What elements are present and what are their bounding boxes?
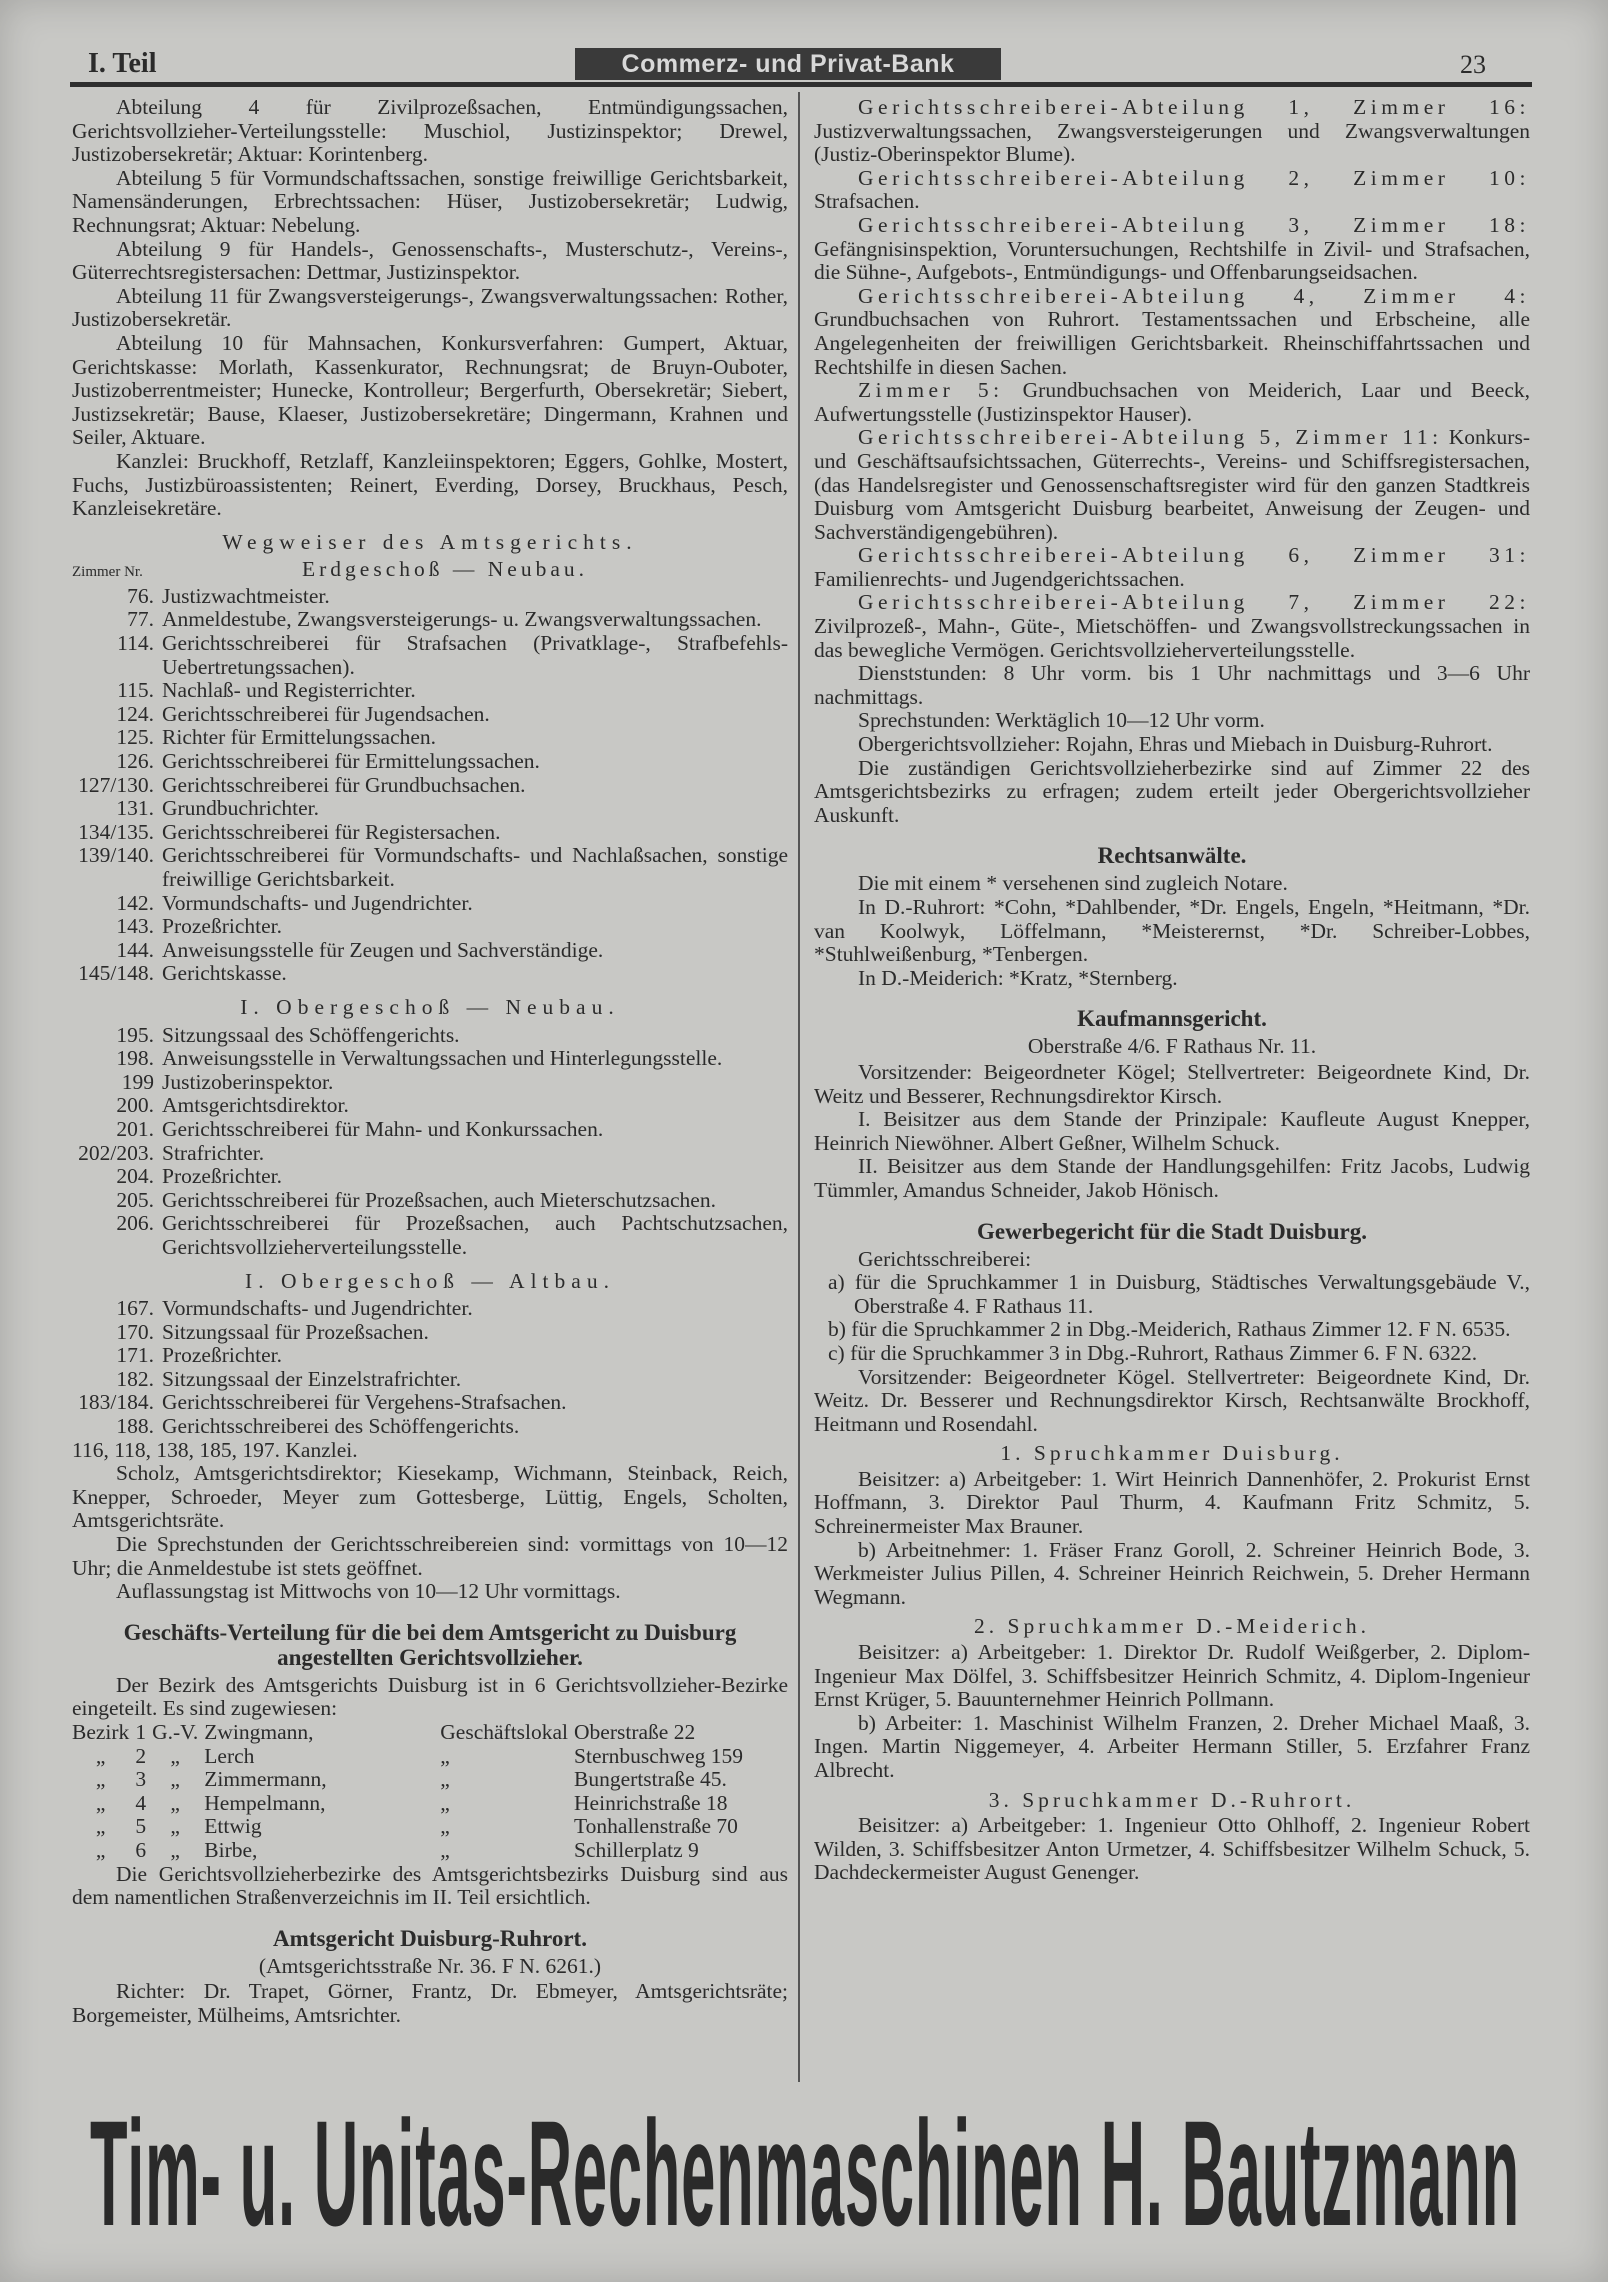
subsection-heading: 2. Spruchkammer D.-Meiderich. xyxy=(973,1614,1370,1639)
room-entry xyxy=(72,1297,788,1321)
table-cell: Lerch xyxy=(204,1743,255,1768)
section-heading: Geschäfts-Verteilung für die bei dem Amtsgericht zu Duisburg angestellten Gerichtsvollzieher. xyxy=(123,1619,737,1670)
table-cell: „ xyxy=(170,1814,180,1839)
room-number: 124. xyxy=(116,701,154,726)
paragraph xyxy=(814,214,1530,285)
paragraph-body: Strafsachen. xyxy=(814,189,920,214)
room-entry xyxy=(72,1071,788,1095)
table-cell: „ xyxy=(440,1743,450,1768)
paragraph-lead: Gerichtsschreiberei-Abteilung 5, Zimmer 11: xyxy=(858,425,1443,450)
table-cell: „ xyxy=(95,1743,106,1768)
room-number: 204. xyxy=(116,1164,154,1189)
room-description: Sitzungssaal des Schöffengerichts. xyxy=(162,1022,460,1047)
section-heading: I. Obergeschoß — Altbau. xyxy=(245,1268,615,1293)
room-number: 145/148. xyxy=(78,961,154,986)
paragraph-body: Familienrechts- und Jugendgerichtssachen. xyxy=(814,566,1185,591)
paragraph: b) für die Spruchkammer 2 in Dbg.-Meiderich, Rathaus Zimmer 12. F N. 6535. xyxy=(828,1317,1511,1342)
room-description: Prozeßrichter. xyxy=(162,1164,282,1189)
room-number: 195. xyxy=(116,1022,154,1047)
room-number: 139/140. xyxy=(78,843,154,868)
room-description: Vormundschafts- und Jugendrichter. xyxy=(162,1296,473,1321)
room-entry xyxy=(72,1024,788,1048)
paragraph xyxy=(814,591,1530,662)
table-cell: „ xyxy=(440,1837,450,1862)
paragraph: 116, 118, 138, 185, 197. Kanzlei. xyxy=(72,1437,358,1462)
room-description: Sitzungssaal der Einzelstrafrichter. xyxy=(162,1366,462,1391)
paragraph-body: Konkurs- und Geschäftsaufsichtssachen, Güterrechts-, Vereins- und Schiffsregistersachen, (das Handelsregister und Genossenschaftsregister wird für den ganzen Stadtkreis Duisburg vom Amtsgericht Duisburg bearbeitet, Anweisung der Zeugen- und Sachverständigengebühren). xyxy=(814,425,1530,544)
room-number: 202/203. xyxy=(78,1140,154,1165)
room-entry xyxy=(72,1415,788,1439)
table-cell: 4 xyxy=(135,1790,147,1815)
paragraph: Die zuständigen Gerichtsvollzieherbezirke sind auf Zimmer 22 des Amtsgerichtsbezirks zu erfragen; zudem erteilt jeder Obergerichtsvollzieher Auskunft. xyxy=(814,755,1530,827)
table-cell: „ xyxy=(170,1767,180,1792)
room-entry xyxy=(72,939,788,963)
room-number: 134/135. xyxy=(78,819,154,844)
room-entry xyxy=(72,1321,788,1345)
paragraph: Die Sprechstunden der Gerichtsschreibereien sind: vormittags von 10—12 Uhr; die Anmeldestube ist stets geöffnet. xyxy=(72,1532,788,1580)
table-cell: Schillerplatz 9 xyxy=(574,1837,699,1862)
section-heading: Amtsgericht Duisburg-Ruhrort. xyxy=(273,1925,587,1951)
paragraph: Abteilung 5 für Vormundschaftssachen, sonstige freiwillige Gerichtsbarkeit, Namensänderungen, Erbrechtssachen: Hüser, Justizobersekretär; Ludwig, Rechnungsrat; Aktuar: Nebelung. xyxy=(72,165,788,237)
room-description: Justizoberinspektor. xyxy=(162,1069,334,1094)
room-description: Grundbuchrichter. xyxy=(162,796,320,821)
paragraph: Beisitzer: a) Arbeitgeber: 1. Direktor Dr. Rudolf Weißgerber, 2. Diplom-Ingenieur Max Dölfel, 3. Schiffsbesitzer Heinrich Schmitz, 4. Diplom-Ingenieur Ernst Krüger, 5. Bauunternehmer Heinrich Pollmann. xyxy=(814,1640,1530,1712)
room-description: Strafrichter. xyxy=(162,1140,265,1165)
room-description: Anweisungsstelle für Zeugen und Sachverständige. xyxy=(162,937,604,962)
table-cell: „ xyxy=(440,1767,450,1792)
room-entry xyxy=(72,821,788,845)
room-number: 76. xyxy=(127,583,154,608)
paragraph: Abteilung 11 für Zwangsversteigerungs-, Zwangsverwaltungssachen: Rother, Justizobersekretär. xyxy=(72,283,788,332)
room-description: Vormundschafts- und Jugendrichter. xyxy=(162,890,473,915)
room-number: 142. xyxy=(116,890,154,915)
paragraph: Beisitzer: a) Arbeitgeber: 1. Ingenieur Otto Ohlhoff, 2. Ingenieur Robert Wilden, 3. Schiffsbesitzer Anton Urmetzer, 4. Schiffsbesitzer Wilhelm Schuck, 5. Dachdeckermeister August Genenger. xyxy=(814,1813,1530,1885)
table-cell: Geschäftslokal xyxy=(440,1720,569,1744)
table-cell: Heinrichstraße 18 xyxy=(574,1790,728,1815)
paragraph xyxy=(814,167,1530,214)
paragraph: Scholz, Amtsgerichtsdirektor; Kiesekamp, Wichmann, Steinback, Reich, Knepper, Schroeder, Meyer zum Gottesberge, Lüttig, Engels, Scholten, Amtsgerichtsräte. xyxy=(72,1461,788,1533)
room-description: Gerichtsschreiberei für Prozeßsachen, auch Mieterschutzsachen. xyxy=(162,1187,716,1212)
paragraph: II. Beisitzer aus dem Stande der Handlungsgehilfen: Fritz Jacobs, Ludwig Tümmler, Amandus Schneider, Jakob Hönisch. xyxy=(814,1154,1530,1202)
table-cell: Zimmermann, xyxy=(204,1767,327,1792)
room-description: Prozeßrichter. xyxy=(162,914,282,939)
room-entry xyxy=(72,962,788,986)
section-heading: Gewerbegericht für die Stadt Duisburg. xyxy=(977,1218,1367,1244)
paragraph: Beisitzer: a) Arbeitgeber: 1. Wirt Heinrich Dannenhöfer, 2. Prokurist Ernst Hoffmann, 3. Direktor Paul Thurm, 4. Kaufmann Fritz Schmitz, 5. Schreinermeister Max Brauner. xyxy=(814,1466,1530,1539)
room-number: 125. xyxy=(116,725,154,750)
room-description: Gerichtsschreiberei für Prozeßsachen, auch Pachtschutzsachen, Gerichtsvollzieherverteilungsstelle. xyxy=(162,1211,788,1259)
paragraph: Abteilung 4 für Zivilprozeßsachen, Entmündigungssachen, Gerichtsvollzieher-Verteilungsstelle: Muschiol, Justizinspektor; Drewel, Justizobersekretär; Aktuar: Korintenberg. xyxy=(72,95,788,167)
room-entry xyxy=(72,844,788,891)
paragraph-body: Grundbuchsachen von Ruhrort. Testamentssachen und Erbscheine, alle Angelegenheiten der freiwilligen Gerichtsbarkeit. Rheinschiffahrtssachen und Rechtshilfe in diesen Sachen. xyxy=(814,307,1530,379)
paragraph: Vorsitzender: Beigeordneter Kögel. Stellvertreter: Beigeordnete Kind, Dr. Weitz. Dr. Besserer und Rechnungsdirektor Kirsch, Rechtsanwälte Brockhoff, Heitmann und Rosendahl. xyxy=(814,1364,1530,1436)
right-column xyxy=(814,96,1530,1885)
table-cell: Bezirk xyxy=(72,1720,130,1744)
room-description: Gerichtsschreiberei für Mahn- und Konkurssachen. xyxy=(162,1116,604,1141)
paragraph-lead: Gerichtsschreiberei-Abteilung 1, Zimmer 16: xyxy=(858,95,1530,119)
room-description: Prozeßrichter. xyxy=(162,1343,282,1368)
section-heading: Rechtsanwälte. xyxy=(1097,843,1247,869)
room-number: 115. xyxy=(117,678,154,703)
room-number: 114. xyxy=(117,631,154,656)
paragraph: b) Arbeitnehmer: 1. Fräser Franz Goroll, 2. Schreiner Heinrich Bode, 3. Werkmeister Julius Pillen, 4. Schreiner Heinrich Reichwein, 5. Dreher Hermann Wegmann. xyxy=(814,1537,1530,1609)
room-description: Anweisungsstelle in Verwaltungssachen und Hinterlegungsstelle. xyxy=(162,1046,723,1071)
paragraph: Vorsitzender: Beigeordneter Kögel; Stellvertreter: Beigeordnete Kind, Dr. Weitz und Besserer, Rechnungsdirektor Kirsch. xyxy=(814,1059,1530,1108)
table-cell: Tonhallenstraße 70 xyxy=(574,1814,738,1839)
table-cell: Oberstraße 22 xyxy=(574,1720,696,1744)
paragraph-lead: Gerichtsschreiberei-Abteilung 3, Zimmer 18: xyxy=(858,212,1530,237)
room-description: Gerichtsschreiberei für Grundbuchsachen. xyxy=(162,772,526,797)
room-number: 143. xyxy=(116,914,154,939)
table-cell: „ xyxy=(440,1790,450,1815)
room-number: 167. xyxy=(116,1296,154,1321)
room-entry xyxy=(72,1391,788,1415)
paragraph: b) Arbeiter: 1. Maschinist Wilhelm Franzen, 2. Dreher Michael Maaß, 3. Ingen. Martin Niggemeyer, 4. Arbeiter Hermann Stiller, 5. Erzfahrer Franz Albrecht. xyxy=(814,1710,1530,1782)
table-cell: 6 xyxy=(135,1837,147,1862)
room-description: Gerichtsschreiberei für Strafsachen (Privatklage-, Strafbefehls-Uebertretungssachen). xyxy=(162,631,788,679)
table-cell: Hempelmann, xyxy=(204,1790,326,1815)
room-entry xyxy=(72,1189,788,1213)
room-number: 77. xyxy=(127,607,154,632)
advertisement-text: Tim- u. Unitas-Rechenmaschinen H. Bautzmann xyxy=(90,2089,1520,2257)
paragraph-lead: Gerichtsschreiberei-Abteilung 7, Zimmer 22: xyxy=(858,590,1530,615)
table-cell: Ettwig xyxy=(204,1814,262,1839)
table-cell: Birbe, xyxy=(204,1837,258,1862)
table-cell: „ xyxy=(95,1837,106,1862)
room-entry xyxy=(72,797,788,821)
left-column xyxy=(72,96,788,2028)
subsection-heading: 1. Spruchkammer Duisburg. xyxy=(1000,1441,1344,1466)
paragraph: Obergerichtsvollzieher: Rojahn, Ehras und Miebach in Duisburg-Ruhrort. xyxy=(858,732,1493,757)
room-number: 126. xyxy=(116,749,154,774)
table-cell: „ xyxy=(440,1814,450,1839)
room-description: Gerichtsschreiberei des Schöffengerichts. xyxy=(162,1414,520,1439)
table-cell: Zwingmann, xyxy=(204,1720,314,1744)
table-cell: Sternbuschweg 159 xyxy=(574,1743,744,1768)
table-cell: „ xyxy=(95,1767,106,1792)
paragraph: Richter: Dr. Trapet, Görner, Frantz, Dr. Ebmeyer, Amtsgerichtsräte; Borgemeister, Mülheims, Amtsrichter. xyxy=(72,1979,788,2027)
room-description: Richter für Ermittelungssachen. xyxy=(162,725,437,750)
room-entry xyxy=(72,1118,788,1142)
paragraph: Der Bezirk des Amtsgerichts Duisburg ist in 6 Gerichtsvollzieher-Bezirke eingeteilt. Es sind zugewiesen: xyxy=(72,1672,788,1721)
table-cell: „ xyxy=(95,1814,106,1839)
header-rule xyxy=(70,82,1532,87)
room-entry xyxy=(72,1212,788,1259)
room-entry xyxy=(72,774,788,798)
room-entry xyxy=(72,1344,788,1368)
table-row xyxy=(72,1815,749,1839)
table-row xyxy=(72,1768,749,1792)
centered-line: (Amtsgerichtsstraße Nr. 36. F N. 6261.) xyxy=(258,1953,602,1978)
paragraph: Die Gerichtsvollzieherbezirke des Amtsgerichtsbezirks Duisburg sind aus dem namentlichen Straßenverzeichnis im II. Teil ersichtlich. xyxy=(72,1861,788,1910)
header-banner-ad: Commerz- und Privat-Bank xyxy=(575,48,1001,80)
room-description: Gerichtsschreiberei für Registersachen. xyxy=(162,819,501,844)
table-cell: „ xyxy=(95,1790,106,1815)
paragraph-body: Zivilprozeß-, Mahn-, Güte-, Mietschöffen- und Zwangsvollstreckungssachen in das bewegliche Vermögen. Gerichtsvollzieherverteilungsstelle. xyxy=(814,614,1530,662)
table-cell: 1 xyxy=(135,1720,147,1744)
table-cell: G.-V. xyxy=(152,1720,199,1744)
paragraph: Abteilung 9 für Handels-, Genossenschafts-, Musterschutz-, Vereins-, Güterrechtsregistersachen: Dettmar, Justizinspektor. xyxy=(72,236,788,285)
room-number: 206. xyxy=(116,1211,154,1236)
room-number: 205. xyxy=(116,1187,154,1212)
room-description: Gerichtsschreiberei für Vormundschafts- und Nachlaßsachen, sonstige freiwillige Gerichtsbarkeit. xyxy=(162,843,788,891)
paragraph: Gerichtsschreiberei: xyxy=(858,1246,1032,1271)
section-heading: I. Obergeschoß — Neubau. xyxy=(240,994,620,1019)
section-label: I. Teil xyxy=(88,48,157,79)
room-entry xyxy=(72,679,788,703)
room-entry xyxy=(72,726,788,750)
room-number: 127/130. xyxy=(78,772,154,797)
room-description: Amtsgerichtsdirektor. xyxy=(162,1093,349,1118)
floor-heading: Erdgeschoß — Neubau. xyxy=(302,557,588,582)
paragraph-body: Justizverwaltungssachen, Zwangsversteigerungen und Zwangsverwaltungen (Justiz-Oberinspektor Blume). xyxy=(814,118,1530,167)
section-heading: Wegweiser des Amtsgerichts. xyxy=(222,529,638,554)
room-entry xyxy=(72,892,788,916)
table-cell: 3 xyxy=(135,1767,147,1792)
room-description: Gerichtsschreiberei für Ermittelungssachen. xyxy=(162,749,540,774)
paragraph: Abteilung 10 für Mahnsachen, Konkursverfahren: Gumpert, Aktuar, Gerichtskasse: Morlath, Kassenkurator, Rechnungsrat; de Bruyn-Ouboter, Justizoberrentmeister; Hunecke, Kontrolleur; Bergerfurth, Obersekretär; Siebert, Justizsekretär; Bause, Klaeser, Justizobersekretäre; Dingermann, Krahnen und Seiler, Aktuare. xyxy=(72,330,788,450)
room-entry xyxy=(72,1047,788,1071)
subsection-heading: 3. Spruchkammer D.-Ruhrort. xyxy=(988,1787,1356,1812)
paragraph: a) für die Spruchkammer 1 in Duisburg, Städtisches Verwaltungsgebäude V., Oberstraße 4. F Rathaus 11. xyxy=(828,1270,1530,1318)
room-description: Gerichtskasse. xyxy=(162,961,287,986)
room-number: 182. xyxy=(116,1366,154,1391)
paragraph-lead: Gerichtsschreiberei-Abteilung 6, Zimmer 31: xyxy=(858,543,1530,568)
paragraph: Dienststunden: 8 Uhr vorm. bis 1 Uhr nachmittags und 3—6 Uhr nachmittags. xyxy=(814,661,1530,709)
section-heading: Kaufmannsgericht. xyxy=(1077,1006,1267,1032)
paragraph: In D.-Ruhrort: *Cohn, *Dahlbender, *Dr. Engels, Engeln, *Heitmann, *Dr. van Koolwyk, Löffelmann, *Meisterernst, *Dr. Schreiber-Lobbes, *Stuhlweißenburg, *Tenbergen. xyxy=(814,895,1530,967)
room-entry xyxy=(72,608,788,632)
room-number: 201. xyxy=(116,1116,154,1141)
room-description: Nachlaß- und Registerrichter. xyxy=(162,678,416,703)
table-row xyxy=(72,1792,749,1816)
table-cell: 5 xyxy=(135,1814,147,1839)
paragraph-lead: Gerichtsschreiberei-Abteilung 2, Zimmer 10: xyxy=(858,165,1530,190)
room-number: 183/184. xyxy=(78,1390,154,1415)
room-number: 131. xyxy=(116,796,154,821)
paragraph: Auflassungstag ist Mittwochs von 10—12 Uhr vormittags. xyxy=(116,1579,621,1604)
table-cell: „ xyxy=(170,1743,180,1768)
paragraph-body: Grundbuchsachen von Meiderich, Laar und Beeck, Aufwertungsstelle (Justizinspektor Hauser). xyxy=(814,378,1530,426)
paragraph-lead: Zimmer 5: xyxy=(858,378,1004,403)
room-number: 200. xyxy=(116,1093,154,1118)
room-description: Sitzungssaal für Prozeßsachen. xyxy=(162,1319,429,1344)
column-divider xyxy=(798,92,800,2082)
column-label: Zimmer Nr. xyxy=(72,564,143,581)
room-entry xyxy=(72,703,788,727)
room-number: 144. xyxy=(116,937,154,962)
paragraph-body: Gefängnisinspektion, Voruntersuchungen, Rechtshilfe in Zivil- und Strafsachen, die Sühne-, Aufgebots-, Entmündigungs- und Offenbarungseidsachen. xyxy=(814,236,1530,285)
room-entry xyxy=(72,1368,788,1392)
room-description: Gerichtsschreiberei für Jugendsachen. xyxy=(162,701,490,726)
paragraph: c) für die Spruchkammer 3 in Dbg.-Ruhrort, Rathaus Zimmer 6. F N. 6322. xyxy=(828,1340,1478,1365)
paragraph: I. Beisitzer aus dem Stande der Prinzipale: Kaufleute August Knepper, Heinrich Niewöhner. Albert Geßner, Wilhelm Schuck. xyxy=(814,1107,1530,1155)
paragraph: Sprechstunden: Werktäglich 10—12 Uhr vorm. xyxy=(858,708,1265,733)
room-description: Gerichtsschreiberei für Vergehens-Strafsachen. xyxy=(162,1390,567,1415)
paragraph: In D.-Meiderich: *Kratz, *Sternberg. xyxy=(858,965,1178,990)
paragraph xyxy=(814,96,1530,167)
room-entry xyxy=(72,1165,788,1189)
room-description: Anmeldestube, Zwangsversteigerungs- u. Zwangsverwaltungssachen. xyxy=(162,607,762,632)
paragraph xyxy=(814,285,1530,379)
table-cell: „ xyxy=(170,1837,180,1862)
page-number: 23 xyxy=(1460,50,1486,79)
paragraph xyxy=(814,426,1530,544)
room-entry xyxy=(72,750,788,774)
advertisement xyxy=(90,2089,1520,2257)
room-entry xyxy=(72,632,788,679)
table-row xyxy=(72,1721,749,1745)
table-cell: 2 xyxy=(135,1743,147,1768)
table-cell: „ xyxy=(170,1790,180,1815)
table-row xyxy=(72,1839,749,1863)
room-entry xyxy=(72,1094,788,1118)
room-number: 198. xyxy=(116,1046,154,1071)
paragraph: Die mit einem * versehenen sind zugleich Notare. xyxy=(858,871,1288,896)
room-entry xyxy=(72,915,788,939)
floor-heading-row xyxy=(72,558,788,585)
centered-line: Oberstraße 4/6. F Rathaus Nr. 11. xyxy=(1027,1034,1317,1059)
paragraph xyxy=(814,544,1530,591)
table-cell: Bungertstraße 45. xyxy=(574,1767,727,1792)
paragraph: Kanzlei: Bruckhoff, Retzlaff, Kanzleiinspektoren; Eggers, Gohlke, Mostert, Fuchs, Justizbüroassistenten; Reinert, Everding, Dorsey, Bruckhaus, Pesch, Kanzleisekretäre. xyxy=(72,448,788,521)
room-number: 199 xyxy=(121,1069,154,1094)
room-entry xyxy=(72,1142,788,1166)
room-entry xyxy=(72,585,788,609)
room-number: 170. xyxy=(116,1319,154,1344)
paragraph-lead: Gerichtsschreiberei-Abteilung 4, Zimmer 4: xyxy=(858,283,1530,308)
room-description: Justizwachtmeister. xyxy=(162,583,330,608)
room-number: 171. xyxy=(116,1343,154,1368)
table-row xyxy=(72,1745,749,1769)
bailiff-table xyxy=(72,1721,749,1863)
paragraph xyxy=(814,379,1530,426)
room-number: 188. xyxy=(116,1414,154,1439)
